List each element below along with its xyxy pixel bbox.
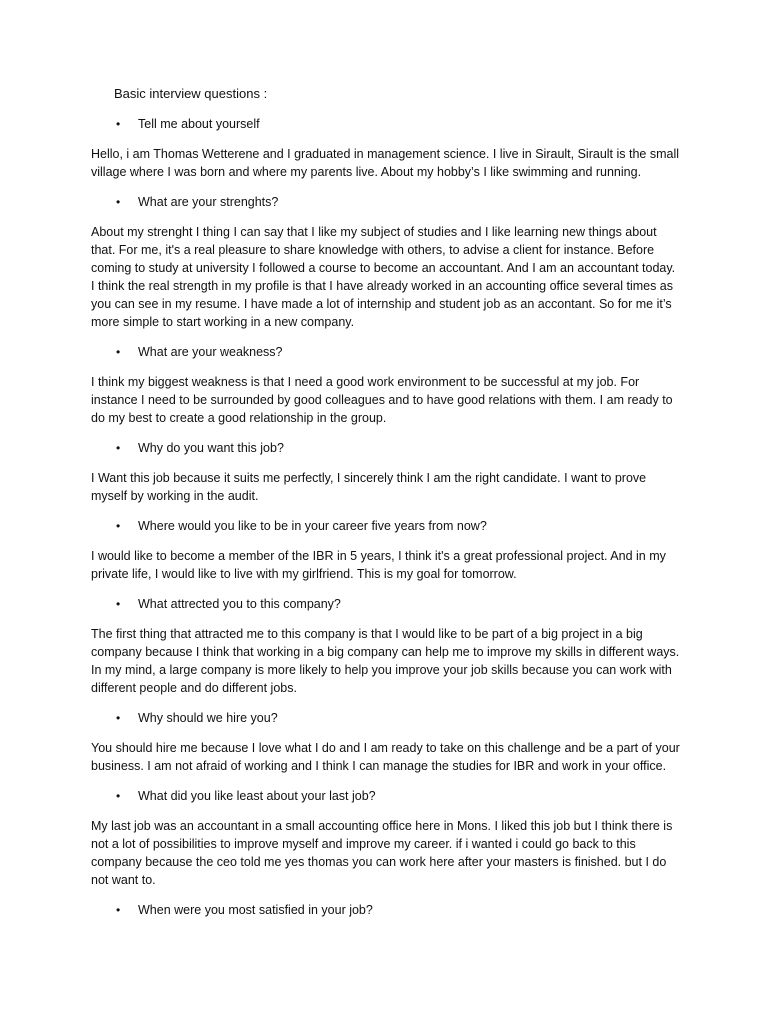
question-text: What did you like least about your last job? xyxy=(138,789,376,803)
question-text: Why do you want this job? xyxy=(138,441,284,455)
answer-paragraph: I think my biggest weakness is that I need a good work environment to be successful at my job. For instance I need to be surrounded by good colleagues and to have good relations with them. I am ready to do my best to create a good relationship in the group. xyxy=(91,375,673,425)
document-content xyxy=(91,85,681,919)
bullet-icon: • xyxy=(116,519,121,533)
question-text: What are your strenghts? xyxy=(138,195,279,209)
answer-paragraph: I Want this job because it suits me perfectly, I sincerely think I am the right candidate. I want to prove myself by working in the audit. xyxy=(91,471,647,503)
bullet-icon: • xyxy=(116,117,121,131)
question-item xyxy=(91,787,681,805)
question-text: When were you most satisfied in your job? xyxy=(138,903,373,917)
answer-paragraph: You should hire me because I love what I do and I am ready to take on this challenge and be a part of your business. I am not afraid of working and I think I can manage the studies for IBR and work in your office. xyxy=(91,741,680,773)
question-item xyxy=(91,595,681,613)
answer-paragraph: Hello, i am Thomas Wetterene and I graduated in management science. I live in Sirault, Sirault is the small village where I was born and where my parents live. About my hobby’s I like swimming and running. xyxy=(91,147,680,179)
question-item xyxy=(91,709,681,727)
question-item xyxy=(91,439,681,457)
bullet-icon: • xyxy=(116,441,121,455)
bullet-icon: • xyxy=(116,711,121,725)
question-item xyxy=(91,193,681,211)
answer-paragraph: I would like to become a member of the IBR in 5 years, I think it's a great professional project. And in my private life, I would like to live with my girlfriend. This is my goal for tomorrow. xyxy=(91,549,666,581)
qa-sections xyxy=(91,115,681,919)
bullet-icon: • xyxy=(116,195,121,209)
answer-paragraph: The first thing that attracted me to this company is that I would like to be part of a big project in a big company because I think that working in a big company can help me to improve my skills in different ways. In my mind, a large company is more likely to help you improve your job skills because you can work with different people and do different jobs. xyxy=(91,627,680,695)
question-item xyxy=(91,343,681,361)
question-text: Where would you like to be in your career five years from now? xyxy=(138,519,487,533)
question-item xyxy=(91,901,681,919)
answer-paragraph: My last job was an accountant in a small accounting office here in Mons. I liked this job but I think there is not a lot of possibilities to improve myself and improve my career. if i wanted i could go back to this company because the ceo told me yes thomas you can work here after your masters is finished. but I do not want to. xyxy=(91,819,673,887)
bullet-icon: • xyxy=(116,903,121,917)
question-text: What are your weakness? xyxy=(138,345,283,359)
bullet-icon: • xyxy=(116,597,121,611)
question-item xyxy=(91,115,681,133)
answer-paragraph: About my strenght I thing I can say that I like my subject of studies and I like learning new things about that. For me, it's a real pleasure to share knowledge with others, to advise a client for instance. Before coming to study at university I followed a course to become an accountant. And I am an accountant today. I think the real strength in my profile is that I have already worked in an accounting office several times as you can see in my resume. I have made a lot of internship and student job as an accontant. So for me it’s more simple to start working in a new company. xyxy=(91,225,676,329)
bullet-icon: • xyxy=(116,345,121,359)
bullet-icon: • xyxy=(116,789,121,803)
question-item xyxy=(91,517,681,535)
question-text: Tell me about yourself xyxy=(138,117,260,131)
document-heading: Basic interview questions : xyxy=(114,86,268,101)
question-text: Why should we hire you? xyxy=(138,711,278,725)
question-text: What attrected you to this company? xyxy=(138,597,341,611)
